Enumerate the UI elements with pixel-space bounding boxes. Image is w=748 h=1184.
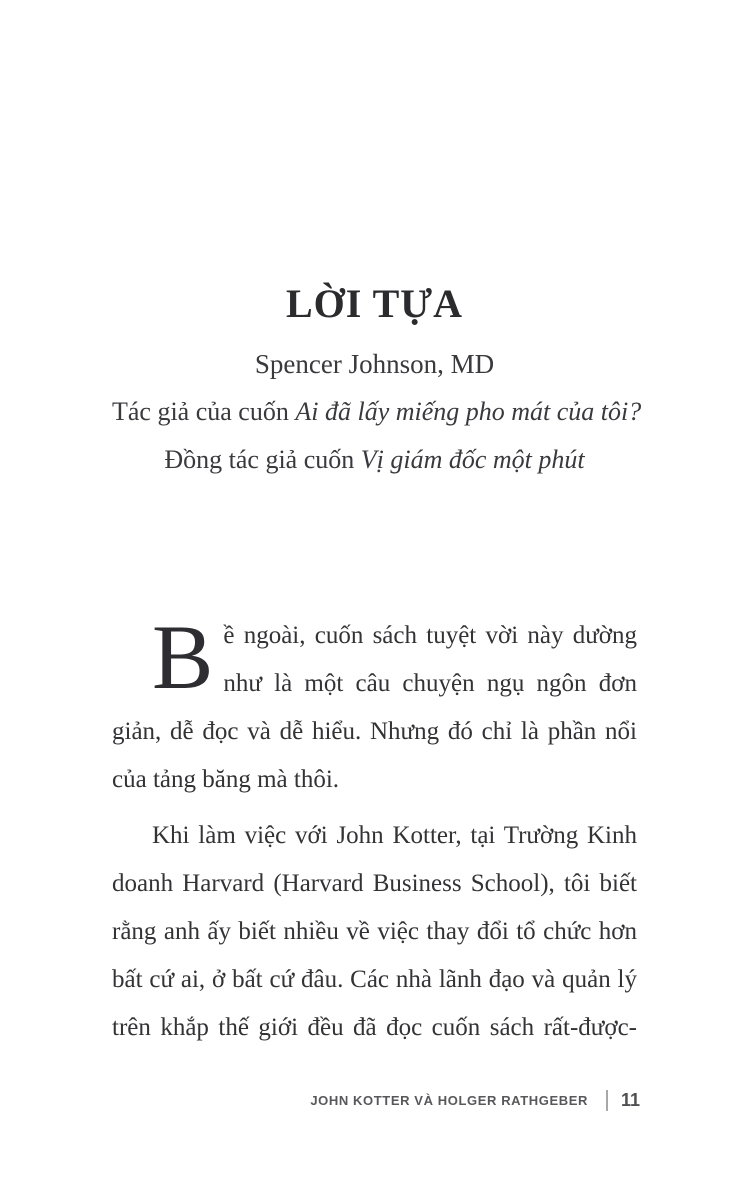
paragraph-1-line: ề ngoài, cuốn sách tuyệt vời này dường (223, 622, 637, 649)
paragraph-1-line: như là một câu chuyện ngụ ngôn đơn (223, 670, 637, 697)
credit-1-prefix: Tác giả của cuốn (112, 397, 296, 426)
credit-2-prefix: Đồng tác giả cuốn (164, 445, 361, 474)
page-number: 11 (620, 1090, 640, 1110)
paragraph-2 (112, 812, 637, 1052)
chapter-title: LỜI TỰA (285, 281, 464, 326)
author-name: Spencer Johnson, MD (254, 349, 495, 379)
author-credit-2 (112, 436, 637, 484)
author-credit-1 (112, 388, 642, 436)
page-content (112, 0, 642, 1052)
paragraph-1-line: giản, dễ đọc và dễ hiểu. Nhưng đó chỉ là phần nổi (112, 718, 637, 745)
drop-cap: B (152, 606, 214, 708)
paragraph-1 (112, 606, 637, 804)
paragraph-2-line: rằng anh ấy biết nhiều về việc thay đổi tổ chức hơn (112, 918, 637, 945)
paragraph-2-line: bất cứ ai, ở bất cứ đâu. Các nhà lãnh đạo và quản lý (112, 966, 637, 993)
credit-2-book-title: Vị giám đốc một phút (360, 445, 585, 474)
paragraph-2-line: trên khắp thế giới đều đã đọc cuốn sách rất-được- (112, 1014, 637, 1041)
footer-running-head: JOHN KOTTER VÀ HOLGER RATHGEBER (310, 1093, 588, 1108)
paragraph-1-line: của tảng băng mà thôi. (112, 766, 340, 793)
footer-divider (606, 1090, 608, 1111)
paragraph-2-line: Khi làm việc với John Kotter, tại Trường Kinh (152, 822, 637, 849)
credit-1-book-title: Ai đã lấy miếng pho mát của tôi? (295, 397, 642, 426)
page-footer (310, 1090, 640, 1111)
paragraph-2-line: doanh Harvard (Harvard Business School), tôi biết (112, 870, 637, 897)
